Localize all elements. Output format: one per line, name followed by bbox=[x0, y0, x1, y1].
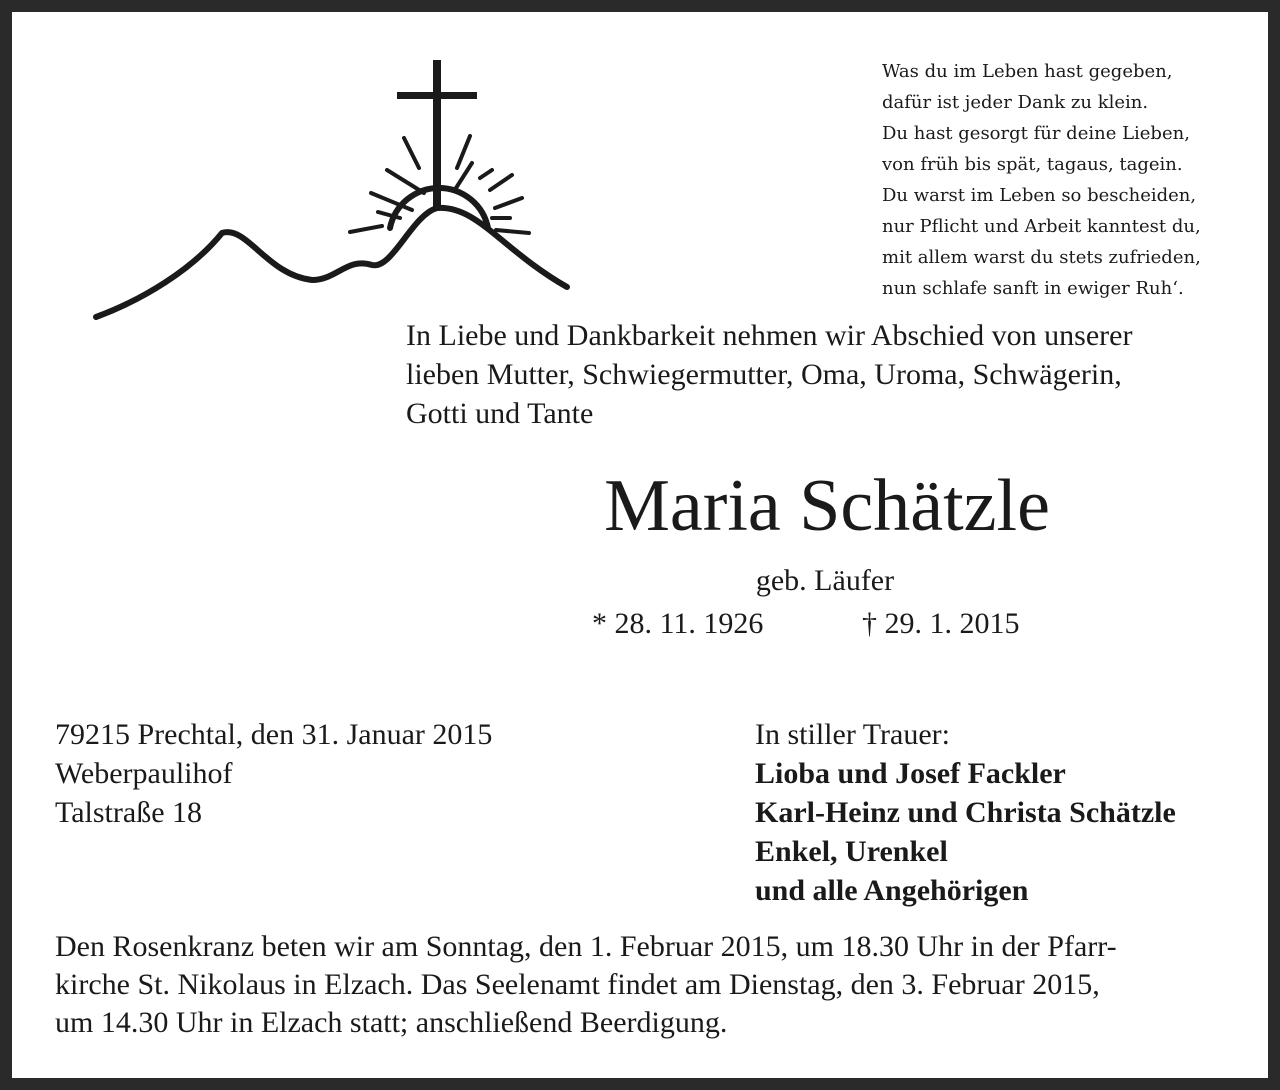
memorial-poem bbox=[882, 56, 1262, 304]
intro-line: In Liebe und Dankbarkeit nehmen wir Abschied von unserer bbox=[406, 319, 1133, 352]
poem-line: von früh bis spät, tagaus, tagein. bbox=[882, 154, 1183, 175]
service-details bbox=[55, 928, 1255, 1042]
death-date: † 29. 1. 2015 bbox=[862, 607, 1020, 640]
cross-sunrise-mountain-icon bbox=[82, 50, 582, 330]
mourners-list bbox=[755, 715, 1176, 910]
poem-line: nur Pflicht und Arbeit kanntest du, bbox=[882, 216, 1201, 237]
poem-line: Du hast gesorgt für deine Lieben, bbox=[882, 123, 1190, 144]
service-line: um 14.30 Uhr in Elzach statt; anschließend Beerdigung. bbox=[55, 1006, 728, 1039]
poem-line: dafür ist jeder Dank zu klein. bbox=[882, 92, 1149, 113]
mourner-name: Karl-Heinz und Christa Schätzle bbox=[755, 796, 1176, 829]
birth-date: * 28. 11. 1926 bbox=[592, 607, 764, 640]
address-line: Weberpaulihof bbox=[55, 757, 233, 790]
address-line: Talstraße 18 bbox=[55, 796, 203, 829]
service-line: kirche St. Nikolaus in Elzach. Das Seelenamt findet am Dienstag, den 3. Februar 2015, bbox=[55, 968, 1100, 1001]
mourner-name: und alle Angehörigen bbox=[755, 874, 1029, 907]
farewell-intro bbox=[406, 316, 1266, 433]
mourner-name: Enkel, Urenkel bbox=[755, 835, 948, 868]
family-address bbox=[55, 715, 492, 832]
poem-line: mit allem warst du stets zufrieden, bbox=[882, 247, 1201, 268]
intro-line: Gotti und Tante bbox=[406, 397, 594, 430]
maiden-name: geb. Läufer bbox=[755, 564, 895, 597]
poem-line: Du warst im Leben so bescheiden, bbox=[882, 185, 1197, 206]
mourners-heading: In stiller Trauer: bbox=[755, 718, 950, 751]
mourner-name: Lioba und Josef Fackler bbox=[755, 757, 1066, 790]
service-line: Den Rosenkranz beten wir am Sonntag, den 1. Februar 2015, um 18.30 Uhr in der Pfarr- bbox=[55, 930, 1117, 963]
intro-line: lieben Mutter, Schwiegermutter, Oma, Uroma, Schwägerin, bbox=[406, 358, 1122, 391]
poem-line: nun schlafe sanft in ewiger Ruh‘. bbox=[882, 278, 1184, 299]
address-line: 79215 Prechtal, den 31. Januar 2015 bbox=[55, 718, 493, 751]
deceased-name: Maria Schätzle bbox=[604, 465, 1050, 547]
poem-line: Was du im Leben hast gegeben, bbox=[882, 61, 1173, 82]
